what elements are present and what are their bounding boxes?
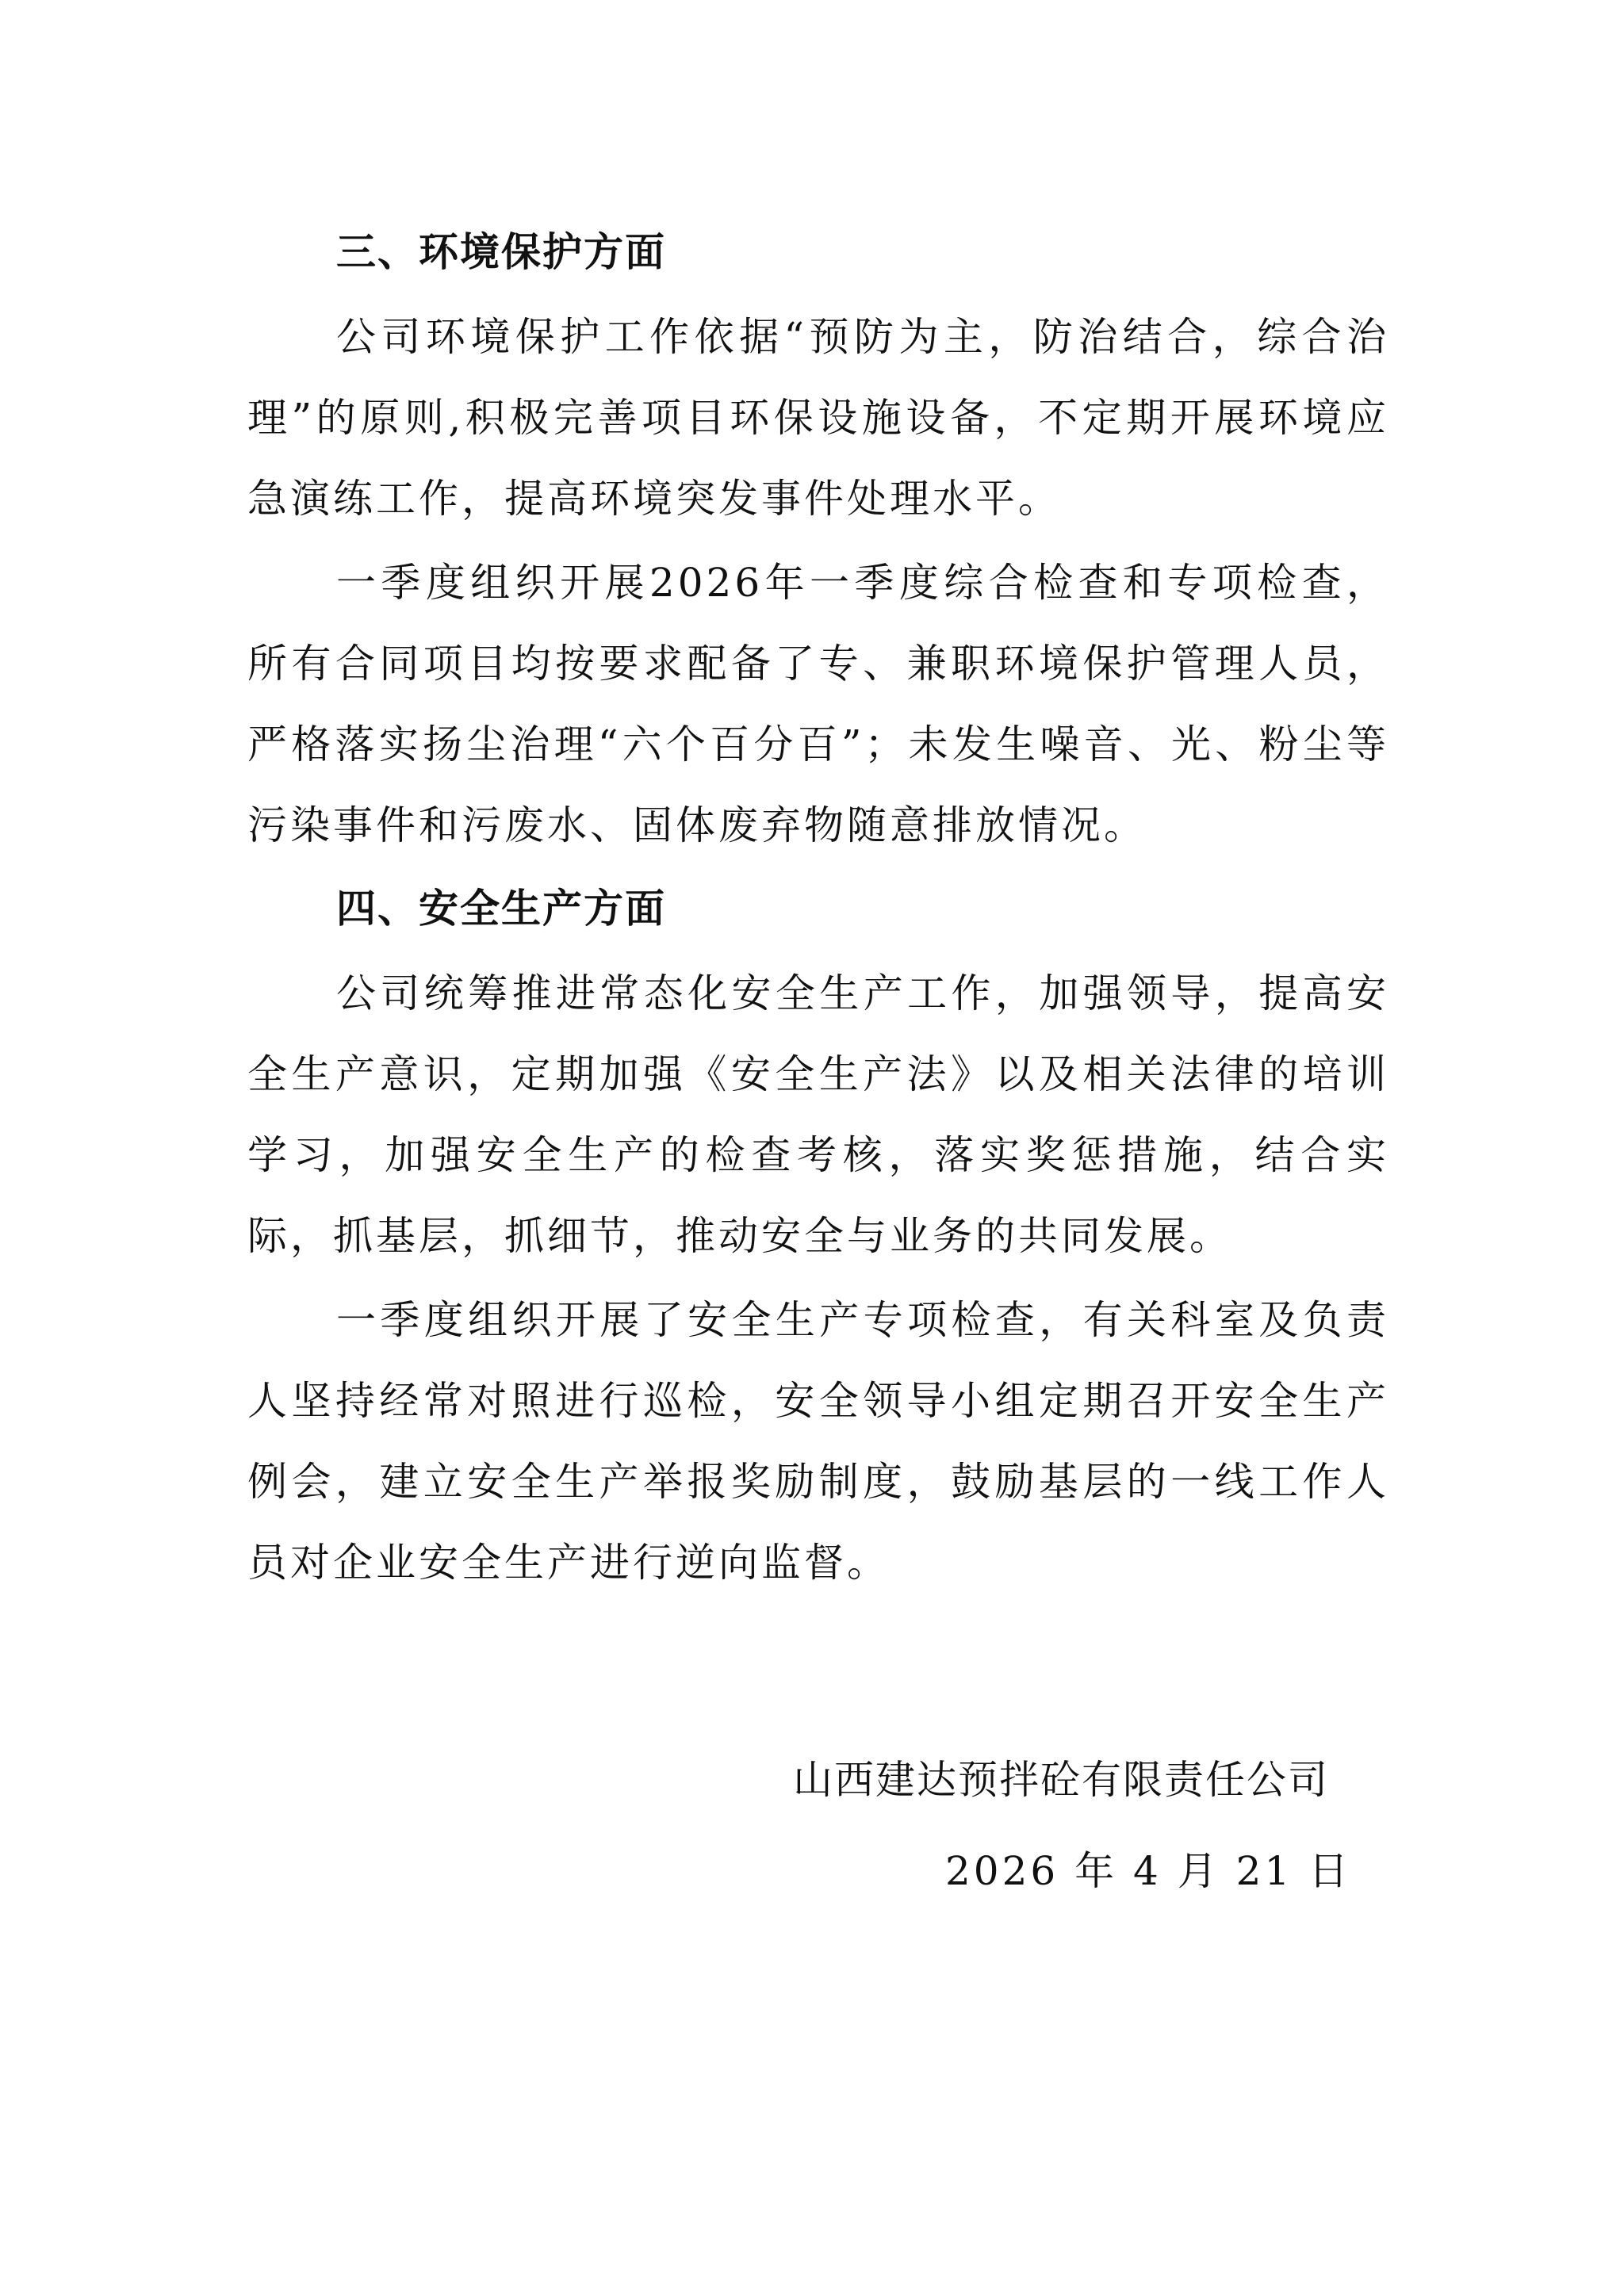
document-body [247, 212, 1389, 1606]
paragraph-environment-principle: 公司环境保护工作依据“预防为主，防治结合，综合治理”的原则,积极完善项目环保设施设备，不定期开展环境应急演练工作，提高环境突发事件处理水平。 [247, 314, 1389, 522]
signature-date: 2026 年 4 月 21 日 [945, 1848, 1352, 1894]
signature-company: 山西建达预拌砼有限责任公司 [793, 1757, 1329, 1803]
paragraph-safety-inspection: 一季度组织开展了安全生产专项检查，有关科室及负责人坚持经常对照进行巡检，安全领导小组定期召开安全生产例会，建立安全生产举报奖励制度，鼓励基层的一线工作人员对企业安全生产进行逆向监督。 [247, 1297, 1389, 1586]
section-heading-safety: 四、安全生产方面 [336, 886, 666, 932]
section-heading-environment: 三、环境保护方面 [336, 229, 666, 275]
paragraph-environment-inspection: 一季度组织开展2026年一季度综合检查和专项检查，所有合同项目均按要求配备了专、兼职环境保护管理人员，严格落实扬尘治理“六个百分百”；未发生噪音、光、粉尘等污染事件和污废水、固体废弃物随意排放情况。 [247, 560, 1389, 848]
paragraph-safety-principle: 公司统筹推进常态化安全生产工作，加强领导，提高安全生产意识，定期加强《安全生产法》以及相关法律的培训学习，加强安全生产的检查考核，落实奖惩措施，结合实际，抓基层，抓细节，推动安全与业务的共同发展。 [247, 970, 1389, 1259]
